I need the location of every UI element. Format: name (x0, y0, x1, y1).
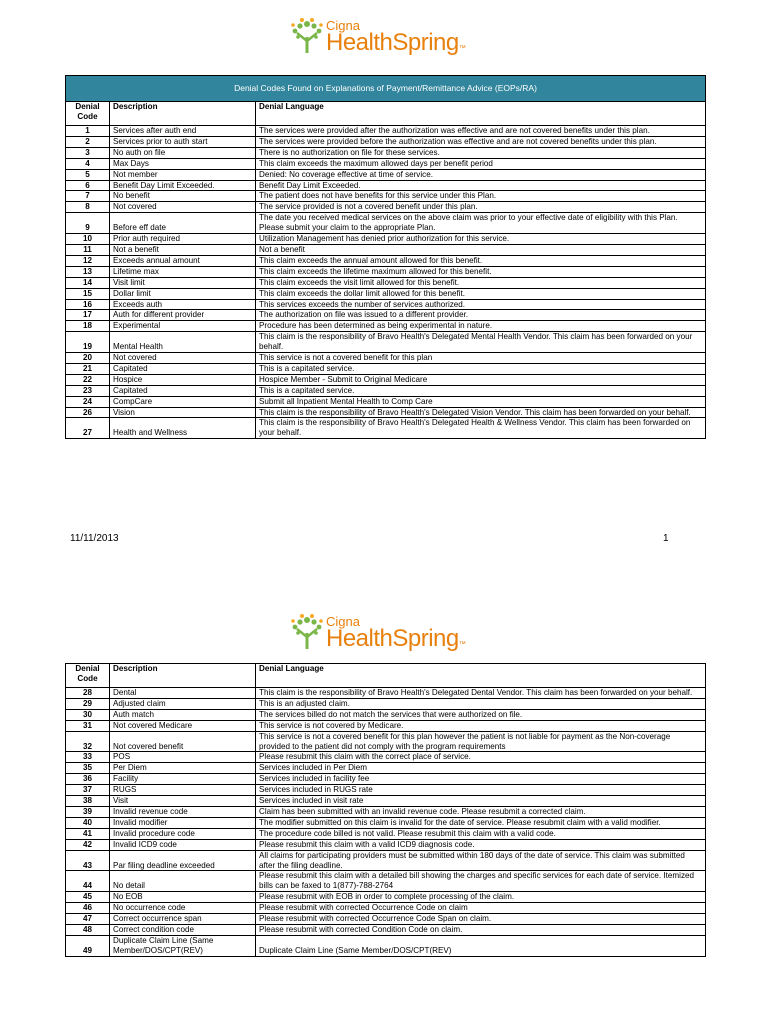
denial-codes-table-page-2 (65, 663, 706, 957)
denial-code-cell: 33 (66, 752, 110, 763)
description-cell: Exceeds annual amount (110, 255, 256, 266)
table-row (66, 924, 706, 935)
description-cell: POS (110, 752, 256, 763)
denial-language-cell: This claim exceeds the annual amount allowed for this benefit. (256, 255, 706, 266)
header-denial-language: Denial Language (256, 102, 706, 126)
denial-code-cell: 41 (66, 828, 110, 839)
denial-code-cell: 13 (66, 266, 110, 277)
denial-language-cell: Please resubmit with corrected Occurrence Code Span on claim. (256, 914, 706, 925)
denial-language-cell: This claim is the responsibility of Bravo Health's Delegated Health & Wellness Vendor. This claim has been forwarded on your behalf. (256, 418, 706, 439)
header-description: Description (110, 664, 256, 688)
denial-language-cell: This claim exceeds the lifetime maximum allowed for this benefit. (256, 266, 706, 277)
table-row (66, 158, 706, 169)
denial-language-cell: Not a benefit (256, 244, 706, 255)
description-cell: Invalid modifier (110, 817, 256, 828)
description-cell: Health and Wellness (110, 418, 256, 439)
table-row (66, 363, 706, 374)
description-cell: Benefit Day Limit Exceeded. (110, 180, 256, 191)
description-cell: Adjusted claim (110, 698, 256, 709)
denial-code-cell: 48 (66, 924, 110, 935)
denial-code-cell: 44 (66, 871, 110, 892)
denial-language-cell: Please resubmit this claim with the correct place of service. (256, 752, 706, 763)
denial-language-cell: Please resubmit this claim with a detailed bill showing the charges and specific services for each date of service. Itemized bills can be faxed to 1(877)-788-2764 (256, 871, 706, 892)
table-row (66, 136, 706, 147)
denial-code-cell: 36 (66, 774, 110, 785)
denial-language-cell: This services exceeds the number of services authorized. (256, 299, 706, 310)
document-page-2 (0, 588, 768, 1024)
description-cell: Facility (110, 774, 256, 785)
table-row (66, 407, 706, 418)
denial-language-cell: This is an adjusted claim. (256, 698, 706, 709)
description-cell: Not covered benefit (110, 731, 256, 752)
table-row (66, 914, 706, 925)
denial-code-cell: 7 (66, 191, 110, 202)
description-cell: Services after auth end (110, 126, 256, 137)
denial-language-cell: Procedure has been determined as being experimental in nature. (256, 321, 706, 332)
table-row (66, 806, 706, 817)
page-number: 1 (663, 533, 669, 544)
table-row (66, 752, 706, 763)
denial-code-cell: 24 (66, 396, 110, 407)
description-cell: No benefit (110, 191, 256, 202)
denial-code-cell: 23 (66, 385, 110, 396)
table-row (66, 731, 706, 752)
denial-language-cell: This service is not a covered benefit for this plan however the patient is not liable for payment as the Non-coverage provided to the patient did not comply with the program requirements (256, 731, 706, 752)
table-row (66, 903, 706, 914)
denial-code-cell: 9 (66, 213, 110, 234)
table-row (66, 796, 706, 807)
denial-language-cell: This claim is the responsibility of Bravo Health's Delegated Vision Vendor. This claim has been forwarded on your behalf. (256, 407, 706, 418)
denial-language-cell: The procedure code billed is not valid. Please resubmit this claim with a valid code. (256, 828, 706, 839)
description-cell: Invalid procedure code (110, 828, 256, 839)
description-cell: Exceeds auth (110, 299, 256, 310)
header-description: Description (110, 102, 256, 126)
description-cell: Dental (110, 688, 256, 699)
table-row (66, 850, 706, 871)
table-header-row (66, 664, 706, 688)
description-cell: No detail (110, 871, 256, 892)
description-cell: Correct condition code (110, 924, 256, 935)
denial-code-cell: 43 (66, 850, 110, 871)
denial-code-cell: 49 (66, 935, 110, 956)
denial-code-cell: 32 (66, 731, 110, 752)
table-row (66, 180, 706, 191)
denial-language-cell: Benefit Day Limit Exceeded. (256, 180, 706, 191)
denial-language-cell: Denied: No coverage effective at time of service. (256, 169, 706, 180)
table-row (66, 244, 706, 255)
description-cell: Vision (110, 407, 256, 418)
table-row (66, 202, 706, 213)
denial-code-cell: 5 (66, 169, 110, 180)
denial-code-cell: 21 (66, 363, 110, 374)
denial-code-cell: 22 (66, 374, 110, 385)
table-row (66, 817, 706, 828)
description-cell: Invalid revenue code (110, 806, 256, 817)
description-cell: Auth match (110, 709, 256, 720)
header-denial-code: Denial Code (66, 102, 110, 126)
table-row (66, 147, 706, 158)
description-cell: No EOB (110, 892, 256, 903)
table-row (66, 288, 706, 299)
table-row (66, 255, 706, 266)
footer-date: 11/11/2013 (70, 533, 119, 544)
denial-language-cell: This service is not a covered benefit for this plan (256, 353, 706, 364)
denial-language-cell: This claim exceeds the visit limit allowed for this benefit. (256, 277, 706, 288)
denial-language-cell: The service provided is not a covered benefit under this plan. (256, 202, 706, 213)
description-cell: Not a benefit (110, 244, 256, 255)
description-cell: Max Days (110, 158, 256, 169)
denial-code-cell: 11 (66, 244, 110, 255)
description-cell: RUGS (110, 785, 256, 796)
denial-language-cell: Submit all Inpatient Mental Health to Comp Care (256, 396, 706, 407)
denial-language-cell: Duplicate Claim Line (Same Member/DOS/CPT(REV) (256, 935, 706, 956)
denial-code-cell: 4 (66, 158, 110, 169)
denial-code-cell: 37 (66, 785, 110, 796)
description-cell: Not covered (110, 353, 256, 364)
table-title-row (66, 76, 706, 102)
denial-language-cell: The services were provided after the authorization was effective and are not covered benefits under this plan. (256, 126, 706, 137)
description-cell: Not covered (110, 202, 256, 213)
description-cell: Hospice (110, 374, 256, 385)
denial-code-cell: 28 (66, 688, 110, 699)
denial-language-cell: This is a capitated service. (256, 363, 706, 374)
table-row (66, 310, 706, 321)
table-row (66, 126, 706, 137)
description-cell: Mental Health (110, 332, 256, 353)
description-cell: Par filing deadline exceeded (110, 850, 256, 871)
denial-code-cell: 42 (66, 839, 110, 850)
denial-code-cell: 31 (66, 720, 110, 731)
denial-code-cell: 17 (66, 310, 110, 321)
description-cell: No occurrence code (110, 903, 256, 914)
table-row (66, 191, 706, 202)
logo-brand-text: Cigna (326, 614, 360, 629)
denial-language-cell: Please resubmit this claim with a valid ICD9 diagnosis code. (256, 839, 706, 850)
table-row (66, 332, 706, 353)
description-cell: Prior auth required (110, 234, 256, 245)
logo-product-text: HealthSpring™ (326, 29, 466, 56)
denial-code-cell: 2 (66, 136, 110, 147)
denial-code-cell: 15 (66, 288, 110, 299)
table-title: Denial Codes Found on Explanations of Payment/Remittance Advice (EOPs/RA) (66, 76, 706, 102)
denial-code-cell: 29 (66, 698, 110, 709)
table-header-row (66, 102, 706, 126)
denial-language-cell: Please resubmit with corrected Condition Code on claim. (256, 924, 706, 935)
denial-code-cell: 46 (66, 903, 110, 914)
table-row (66, 169, 706, 180)
denial-language-cell: The authorization on file was issued to a different provider. (256, 310, 706, 321)
table-row (66, 277, 706, 288)
denial-code-cell: 20 (66, 353, 110, 364)
denial-code-cell: 1 (66, 126, 110, 137)
table-row (66, 321, 706, 332)
table-row (66, 774, 706, 785)
denial-language-cell: This claim exceeds the dollar limit allowed for this benefit. (256, 288, 706, 299)
denial-code-cell: 10 (66, 234, 110, 245)
cigna-healthspring-logo (290, 613, 470, 653)
denial-language-cell: The patient does not have benefits for this service under this Plan. (256, 191, 706, 202)
denial-language-cell: The services were provided before the authorization was effective and are not covered benefits under this plan. (256, 136, 706, 147)
description-cell: Lifetime max (110, 266, 256, 277)
logo-brand-text: Cigna (326, 18, 360, 33)
denial-language-cell: There is no authorization on file for these services. (256, 147, 706, 158)
denial-code-cell: 26 (66, 407, 110, 418)
logo-product-text: HealthSpring™ (326, 625, 466, 652)
table-row (66, 935, 706, 956)
description-cell: No auth on file (110, 147, 256, 158)
table-row (66, 698, 706, 709)
denial-language-cell: Hospice Member - Submit to Original Medicare (256, 374, 706, 385)
header-denial-code: Denial Code (66, 664, 110, 688)
table-row (66, 720, 706, 731)
denial-language-cell: Please resubmit with EOB in order to complete processing of the claim. (256, 892, 706, 903)
denial-codes-table-page-1 (65, 75, 706, 439)
table-row (66, 871, 706, 892)
description-cell: Visit limit (110, 277, 256, 288)
description-cell: Not member (110, 169, 256, 180)
description-cell: Correct occurrence span (110, 914, 256, 925)
description-cell: Services prior to auth start (110, 136, 256, 147)
table-row (66, 785, 706, 796)
denial-code-cell: 3 (66, 147, 110, 158)
denial-code-cell: 47 (66, 914, 110, 925)
denial-code-cell: 16 (66, 299, 110, 310)
table-row (66, 709, 706, 720)
denial-language-cell: Utilization Management has denied prior authorization for this service. (256, 234, 706, 245)
description-cell: Per Diem (110, 763, 256, 774)
description-cell: Experimental (110, 321, 256, 332)
table-row (66, 763, 706, 774)
description-cell: Capitated (110, 363, 256, 374)
description-cell: Capitated (110, 385, 256, 396)
tree-person-icon (290, 613, 324, 651)
denial-code-cell: 8 (66, 202, 110, 213)
denial-language-cell: The date you received medical services on the above claim was prior to your effective date of eligibility with this Plan. Please submit your claim to the appropriate Plan. (256, 213, 706, 234)
denial-language-cell: Services included in Per Diem (256, 763, 706, 774)
denial-language-cell: The modifier submitted on this claim is invalid for the date of service. Please resubmit claim with a valid modifier. (256, 817, 706, 828)
table-row (66, 374, 706, 385)
denial-language-cell: Services included in RUGS rate (256, 785, 706, 796)
table-row (66, 213, 706, 234)
denial-code-cell: 38 (66, 796, 110, 807)
denial-language-cell: This claim is the responsibility of Bravo Health's Delegated Mental Health Vendor. This claim has been forwarded on your behalf. (256, 332, 706, 353)
table-row (66, 396, 706, 407)
denial-language-cell: This service is not covered by Medicare. (256, 720, 706, 731)
description-cell: Visit (110, 796, 256, 807)
description-cell: Before eff date (110, 213, 256, 234)
denial-code-cell: 45 (66, 892, 110, 903)
table-row (66, 385, 706, 396)
description-cell: Dollar limit (110, 288, 256, 299)
cigna-healthspring-logo (290, 17, 470, 57)
denial-language-cell: Services included in facility fee (256, 774, 706, 785)
denial-code-cell: 40 (66, 817, 110, 828)
table-row (66, 839, 706, 850)
description-cell: Not covered Medicare (110, 720, 256, 731)
denial-code-cell: 6 (66, 180, 110, 191)
denial-code-cell: 39 (66, 806, 110, 817)
denial-code-cell: 35 (66, 763, 110, 774)
table-row (66, 234, 706, 245)
denial-language-cell: This is a capitated service. (256, 385, 706, 396)
denial-language-cell: Please resubmit with corrected Occurrence Code on claim (256, 903, 706, 914)
denial-language-cell: All claims for participating providers must be submitted within 180 days of the date of service. This claim was submitted after the filing deadline. (256, 850, 706, 871)
denial-language-cell: This claim exceeds the maximum allowed days per benefit period (256, 158, 706, 169)
denial-code-cell: 27 (66, 418, 110, 439)
table-row (66, 828, 706, 839)
denial-code-cell: 14 (66, 277, 110, 288)
table-row (66, 266, 706, 277)
header-denial-language: Denial Language (256, 664, 706, 688)
description-cell: Auth for different provider (110, 310, 256, 321)
table-row (66, 892, 706, 903)
description-cell: Invalid ICD9 code (110, 839, 256, 850)
table-row (66, 688, 706, 699)
description-cell: CompCare (110, 396, 256, 407)
denial-language-cell: Claim has been submitted with an invalid revenue code. Please resubmit a corrected claim. (256, 806, 706, 817)
table-row (66, 353, 706, 364)
denial-code-cell: 30 (66, 709, 110, 720)
denial-code-cell: 18 (66, 321, 110, 332)
denial-language-cell: The services billed do not match the services that were authorized on file. (256, 709, 706, 720)
description-cell: Duplicate Claim Line (Same Member/DOS/CPT(REV) (110, 935, 256, 956)
denial-code-cell: 12 (66, 255, 110, 266)
denial-language-cell: Services included in visit rate (256, 796, 706, 807)
denial-code-cell: 19 (66, 332, 110, 353)
table-row (66, 299, 706, 310)
tree-person-icon (290, 17, 324, 55)
table-row (66, 418, 706, 439)
denial-language-cell: This claim is the responsibility of Bravo Health's Delegated Dental Vendor. This claim has been forwarded on your behalf. (256, 688, 706, 699)
